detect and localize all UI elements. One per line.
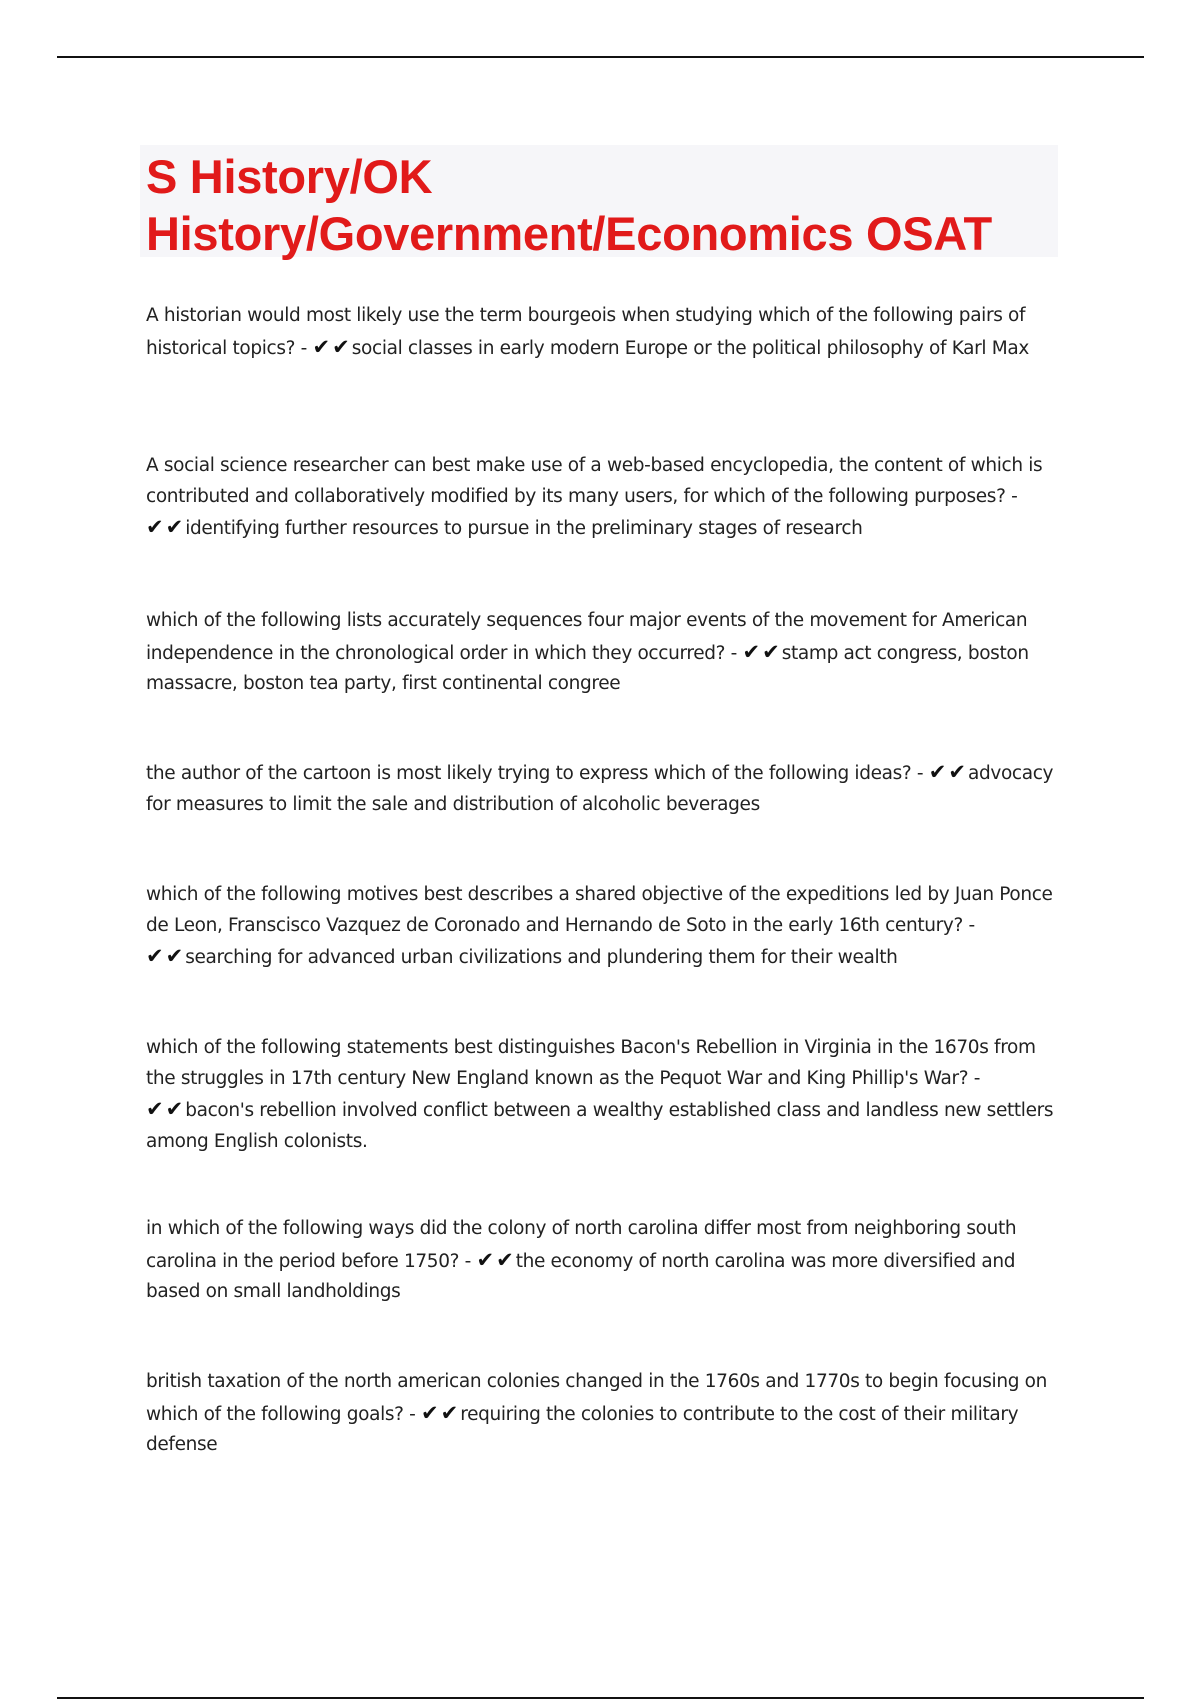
answer-text: bacon's rebellion involved conflict between a wealthy established class and landless new settlers among English colonists.	[146, 1100, 1054, 1152]
checkmark-icon: ✔✔	[928, 760, 968, 784]
answer-text: searching for advanced urban civilizations and plundering them for their wealth	[185, 947, 898, 968]
checkmark-icon: ✔✔	[146, 1097, 186, 1121]
page-title: S History/OK History/Government/Economics OSAT	[146, 150, 992, 260]
qa-item	[146, 301, 1061, 364]
checkmark-icon: ✔✔	[421, 1400, 461, 1425]
question-text: which of the following statements best distinguishes Bacon's Rebellion in Virginia in the 1670s from the struggles in 17th century New England known as the Pequot War and King Phillip's War? -	[146, 1037, 1036, 1089]
checkmark-icon: ✔✔	[312, 334, 352, 359]
question-text: A historian would most likely use the term bourgeois when studying which of the following pairs of historical topics? -	[146, 305, 1026, 359]
answer-text: stamp act congress, boston massacre, boston tea party, first continental congree	[146, 642, 1029, 694]
question-text: A social science researcher can best make use of a web-based encyclopedia, the content of which is contributed and collaboratively modified by its many users, for which of the following purposes? -	[146, 455, 1043, 507]
checkmark-icon: ✔✔	[146, 515, 186, 539]
checkmark-icon: ✔✔	[742, 639, 782, 664]
question-text: which of the following motives best describes a shared objective of the expeditions led by Juan Ponce de Leon, Franscisco Vazquez de Coronado and Hernando de Soto in the early 16th century? -	[146, 884, 1053, 936]
top-rule	[57, 56, 1144, 58]
checkmark-icon: ✔✔	[476, 1247, 516, 1272]
qa-item	[146, 1033, 1061, 1157]
question-text: british taxation of the north american colonies changed in the 1760s and 1770s to begin focusing on which of the following goals? -	[146, 1371, 1047, 1425]
qa-item	[146, 606, 1061, 700]
qa-item	[146, 451, 1061, 545]
answer-text: advocacy for measures to limit the sale and distribution of alcoholic beverages	[146, 763, 1054, 815]
question-text: in which of the following ways did the colony of north carolina differ most from neighboring south carolina in the period before 1750? -	[146, 1218, 1017, 1272]
qa-item	[146, 757, 1061, 820]
question-text: the author of the cartoon is most likely trying to express which of the following ideas? -	[146, 763, 929, 784]
answer-text: identifying further resources to pursue in the preliminary stages of research	[185, 518, 863, 539]
title-banner	[140, 145, 1058, 260]
answer-text: the economy of north carolina was more diversified and based on small landholdings	[146, 1250, 1016, 1302]
qa-item	[146, 880, 1061, 974]
checkmark-icon: ✔✔	[146, 944, 186, 968]
qa-item	[146, 1367, 1061, 1461]
bottom-rule	[57, 1697, 1144, 1699]
qa-item	[146, 1214, 1061, 1308]
answer-text: requiring the colonies to contribute to the cost of their military defense	[146, 1403, 1019, 1455]
question-text: which of the following lists accurately sequences four major events of the movement for American independence in the chronological order in which they occurred? -	[146, 610, 1028, 664]
answer-text: social classes in early modern Europe or the political philosophy of Karl Max	[351, 337, 1029, 359]
